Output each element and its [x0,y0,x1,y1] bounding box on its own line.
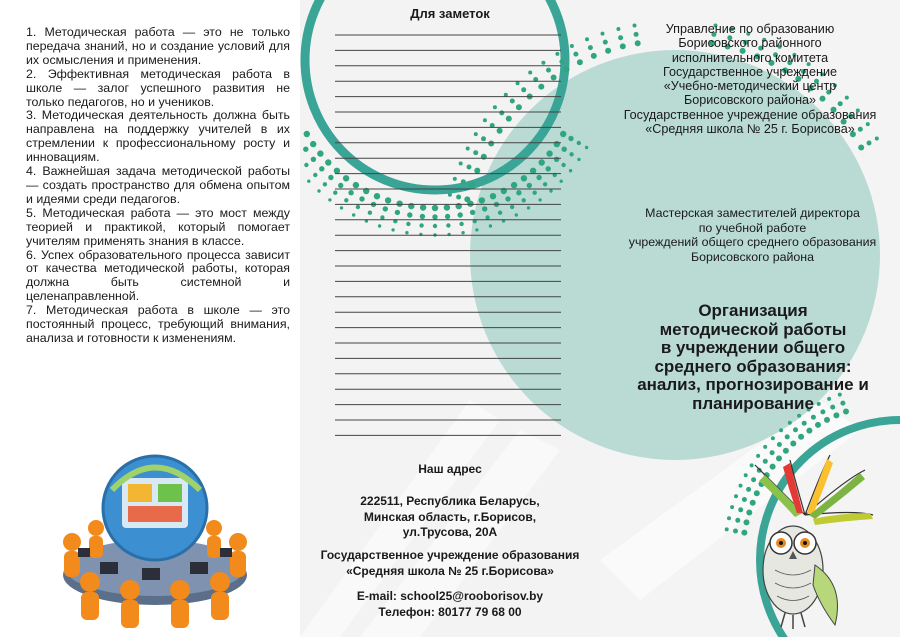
decor-dot [793,427,798,432]
decor-dot [797,414,801,418]
decor-dot [562,147,567,152]
header-line: Борисовского района» [683,93,817,108]
decor-dot [569,169,572,172]
decor-dot [788,421,792,425]
decor-dot [307,180,310,183]
address-line: ул.Трусова, 20А [402,525,498,539]
principle-item: 6. Успех образовательного процесса зависит от качества методической работы, которая должна быть системной и целенаправленной. [26,247,290,304]
decor-dot [303,147,308,152]
title-line: Организация [698,301,808,320]
decor-dot [727,516,731,520]
decor-dot [588,45,593,50]
workshop-line: Борисовского района [690,249,815,264]
organization-name [300,548,600,579]
address-line: Минская область, г.Борисов, [363,509,537,524]
decor-dot [311,157,316,162]
address-title: Наш адрес [418,462,482,476]
decor-dot [313,173,317,177]
decor-dot [310,141,316,147]
principle-item: 1. Методическая работа — это не только передача знаний, но и создание условий для их осмысления и применения. [26,25,290,67]
org-line: Государственное учреждение образования [320,548,580,562]
decor-dot [325,159,331,165]
title-line: методической работы [659,319,847,339]
header-line: «Средняя школа № 25 г. Борисова» [645,122,855,137]
decor-dot [824,417,830,423]
decor-dot [790,441,796,447]
decor-dot [591,53,597,59]
title-line: анализ, прогнозирование и [637,375,869,395]
workshop-line: по учебной работе [698,220,807,235]
principles-list [26,26,290,346]
header-line: Государственное учреждение [662,64,838,79]
brochure-title [612,302,894,414]
workshop-name [605,206,900,264]
title-line: среднего образования: [654,356,852,376]
decor-dot [779,428,783,432]
header-line: «Учебно-методический центр [663,79,837,94]
decor-dot [867,141,872,146]
header-line: Борисовского районного [678,36,822,51]
contacts [300,589,600,620]
decor-dot [570,44,574,48]
title-line: планирование [692,393,814,413]
address-line: 222511, Республика Беларусь, [360,494,540,508]
decor-dot [317,189,320,192]
decor-dot [328,175,333,180]
decor-dot [577,158,580,161]
decor-dot [585,37,589,41]
notes-title: Для заметок [410,6,490,21]
decor-dot [304,131,310,137]
decor-dot [561,163,565,167]
decor-dot [601,32,605,36]
decor-dot [323,182,327,186]
decor-dot [806,428,812,434]
issuer-header [605,22,895,136]
decor-dot [777,442,782,447]
header-line: Управление по образованию [665,22,835,36]
decor-dot [785,434,790,439]
decor-dot [783,448,789,454]
decor-dot [569,152,573,156]
header-line: исполнительного комитета [671,50,829,65]
principle-item: 3. Методическая деятельность должна быть направлена на поддержку учителей в их стремлении к профессиональному росту и инновациям. [26,108,290,165]
workshop-line: Мастерская заместителей директора [645,206,860,220]
decor-dot [577,141,581,145]
decor-dot [317,150,323,156]
decor-dot [771,436,775,440]
phone-number: Телефон: 80177 79 68 00 [378,604,522,619]
decor-dot [763,445,767,449]
notes-lines[interactable] [335,34,561,444]
decor-dot [811,415,816,420]
decor-dot [573,52,578,57]
decor-dot [798,434,804,440]
decor-dot [585,146,588,149]
decor-dot [802,421,807,426]
postal-address [300,494,600,541]
org-line: «Средняя школа № 25 г.Борисова» [346,563,554,578]
title-line: в учреждении общего [660,338,846,358]
principle-item: 4. Важнейшая задача методической работы — создать пространство для обмена опытом и идеями среди педагогов. [26,164,290,206]
decor-dot [725,527,729,531]
principle-item: 5. Методическая работа — это мост между теорией и практикой, который помогает учителям применять знания в классе. [26,205,290,248]
decor-dot [564,66,570,72]
email-link[interactable]: E-mail: school25@rooborisov.by [356,589,544,603]
decor-dot [730,505,734,509]
principle-item: 2. Эффективная методическая работа в школе — залог успешного развития не только педагогов, но и учеников. [26,66,290,109]
decor-dot [328,198,331,201]
decor-dot [319,166,324,171]
header-line: Государственное учреждение образования [623,107,877,122]
decor-dot [577,59,583,65]
workshop-line: учреждений общего среднего образования [628,235,877,250]
decor-dot [875,137,879,141]
teamwork-globe-illustration [50,450,260,630]
decor-dot [568,136,573,141]
decor-dot [304,163,308,167]
decor-dot [815,422,821,428]
owl-illustration [735,455,875,635]
principle-item: 7. Методическая работа в школе — это постоянный процесс, требующий внимания, анализа и готовности к изменениям. [26,303,290,345]
decor-dot [858,145,864,151]
